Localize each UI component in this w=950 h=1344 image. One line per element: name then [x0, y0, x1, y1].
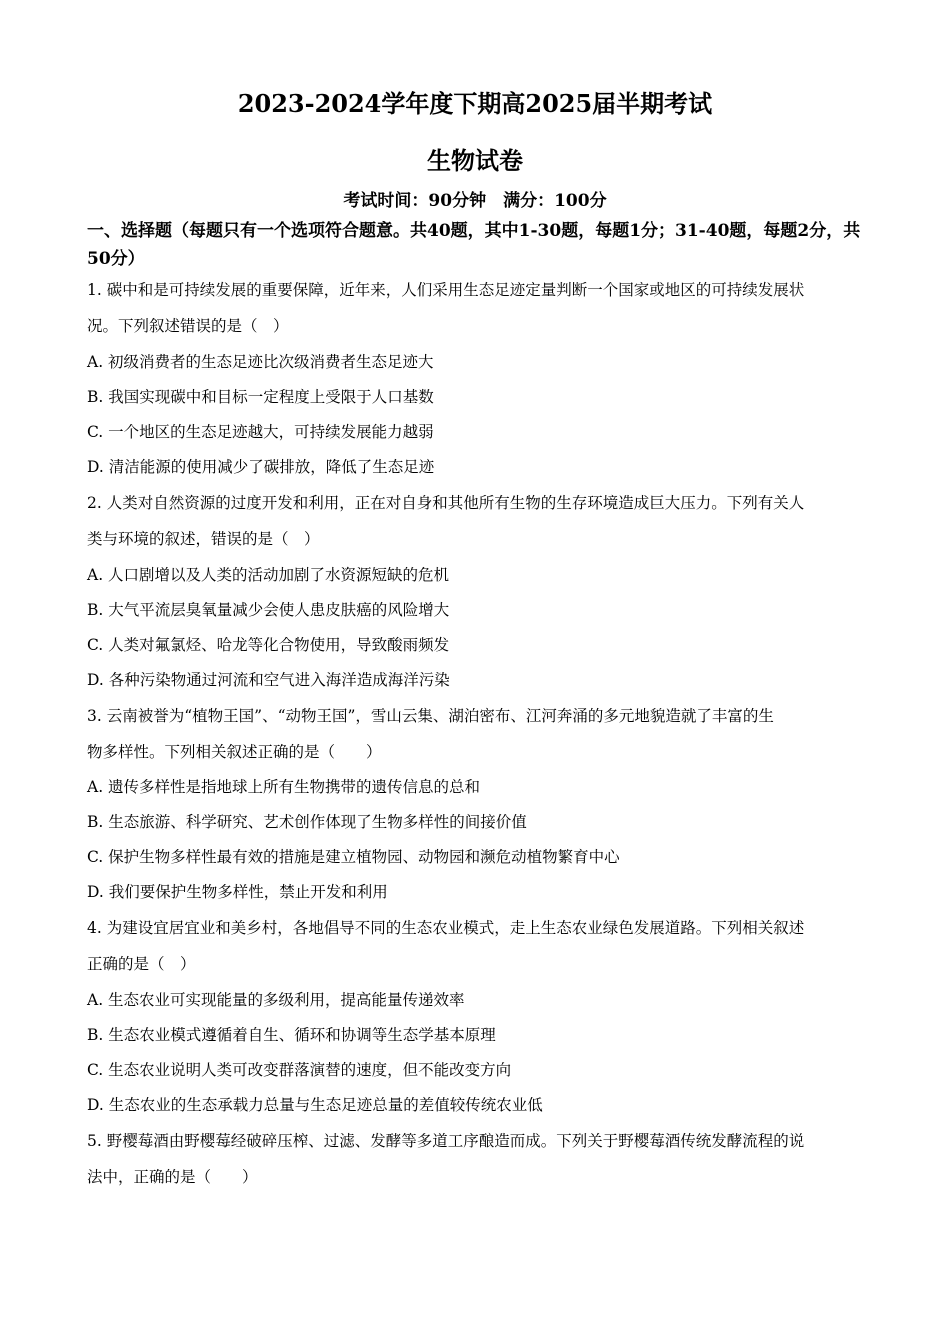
page-title: 2023-2024学年度下期高2025届半期考试	[237, 89, 713, 118]
question-4-stem-line-2: 正确的是（ ）	[87, 955, 196, 973]
question-5-stem-line-1: 5. 野樱莓酒由野樱莓经破碎压榨、过滤、发酵等多道工序酿造而成。下列关于野樱莓酒传统发酵流程的说	[87, 1132, 805, 1150]
question-3-stem-line-1: 3. 云南被誉为“植物王国”、“动物王国”，雪山云集、湖泊密布、江河奔涌的多元地貌造就了丰富的生	[87, 707, 774, 725]
question-2-option-b: B. 大气平流层臭氧量减少会使人患皮肤癌的风险增大	[87, 601, 450, 619]
page-subtitle: 生物试卷	[427, 146, 523, 175]
question-1-option-c: C. 一个地区的生态足迹越大，可持续发展能力越弱	[87, 423, 434, 441]
question-2-stem-line-2: 类与环境的叙述，错误的是（ ）	[87, 530, 320, 548]
question-1-option-a: A. 初级消费者的生态足迹比次级消费者生态足迹大	[87, 353, 434, 371]
question-3-option-b: B. 生态旅游、科学研究、艺术创作体现了生物多样性的间接价值	[87, 813, 527, 831]
question-3-stem-line-2: 物多样性。下列相关叙述正确的是（ ）	[87, 743, 382, 761]
section-heading: 一、选择题（每题只有一个选项符合题意。共40题，其中1-30题，每题1分；31-40题，每题2分，共50分）	[87, 221, 861, 269]
question-3-option-d: D. 我们要保护生物多样性，禁止开发和利用	[87, 883, 388, 901]
question-3-option-c: C. 保护生物多样性最有效的措施是建立植物园、动物园和濒危动植物繁育中心	[87, 848, 620, 866]
question-4-option-c: C. 生态农业说明人类可改变群落演替的速度，但不能改变方向	[87, 1061, 512, 1079]
question-3-option-a: A. 遗传多样性是指地球上所有生物携带的遗传信息的总和	[87, 778, 481, 796]
question-1-option-b: B. 我国实现碳中和目标一定程度上受限于人口基数	[87, 388, 434, 406]
question-2-option-c: C. 人类对氟氯烃、哈龙等化合物使用，导致酸雨频发	[87, 636, 450, 654]
question-2-stem-line-1: 2. 人类对自然资源的过度开发和利用，正在对自身和其他所有生物的生存环境造成巨大压力。下列有关人	[87, 494, 805, 512]
question-2-option-d: D. 各种污染物通过河流和空气进入海洋造成海洋污染	[87, 671, 450, 689]
question-4-option-d: D. 生态农业的生态承载力总量与生态足迹总量的差值较传统农业低	[87, 1096, 543, 1114]
question-2-option-a: A. 人口剧增以及人类的活动加剧了水资源短缺的危机	[87, 566, 450, 584]
question-4-option-b: B. 生态农业模式遵循着自生、循环和协调等生态学基本原理	[87, 1026, 496, 1044]
question-4-stem-line-1: 4. 为建设宜居宜业和美乡村，各地倡导不同的生态农业模式，走上生态农业绿色发展道路。下列相关叙述	[87, 919, 805, 937]
question-5-stem-line-2: 法中，正确的是（ ）	[87, 1168, 258, 1186]
exam-info: 考试时间：90分钟 满分：100分	[343, 191, 607, 211]
question-1-stem-line-1: 1. 碳中和是可持续发展的重要保障，近年来，人们采用生态足迹定量判断一个国家或地区的可持续发展状	[87, 281, 805, 299]
question-1-option-d: D. 清洁能源的使用减少了碳排放，降低了生态足迹	[87, 458, 435, 476]
question-1-stem-line-2: 况。下列叙述错误的是（ ）	[87, 317, 289, 335]
question-4-option-a: A. 生态农业可实现能量的多级利用，提高能量传递效率	[87, 991, 465, 1009]
